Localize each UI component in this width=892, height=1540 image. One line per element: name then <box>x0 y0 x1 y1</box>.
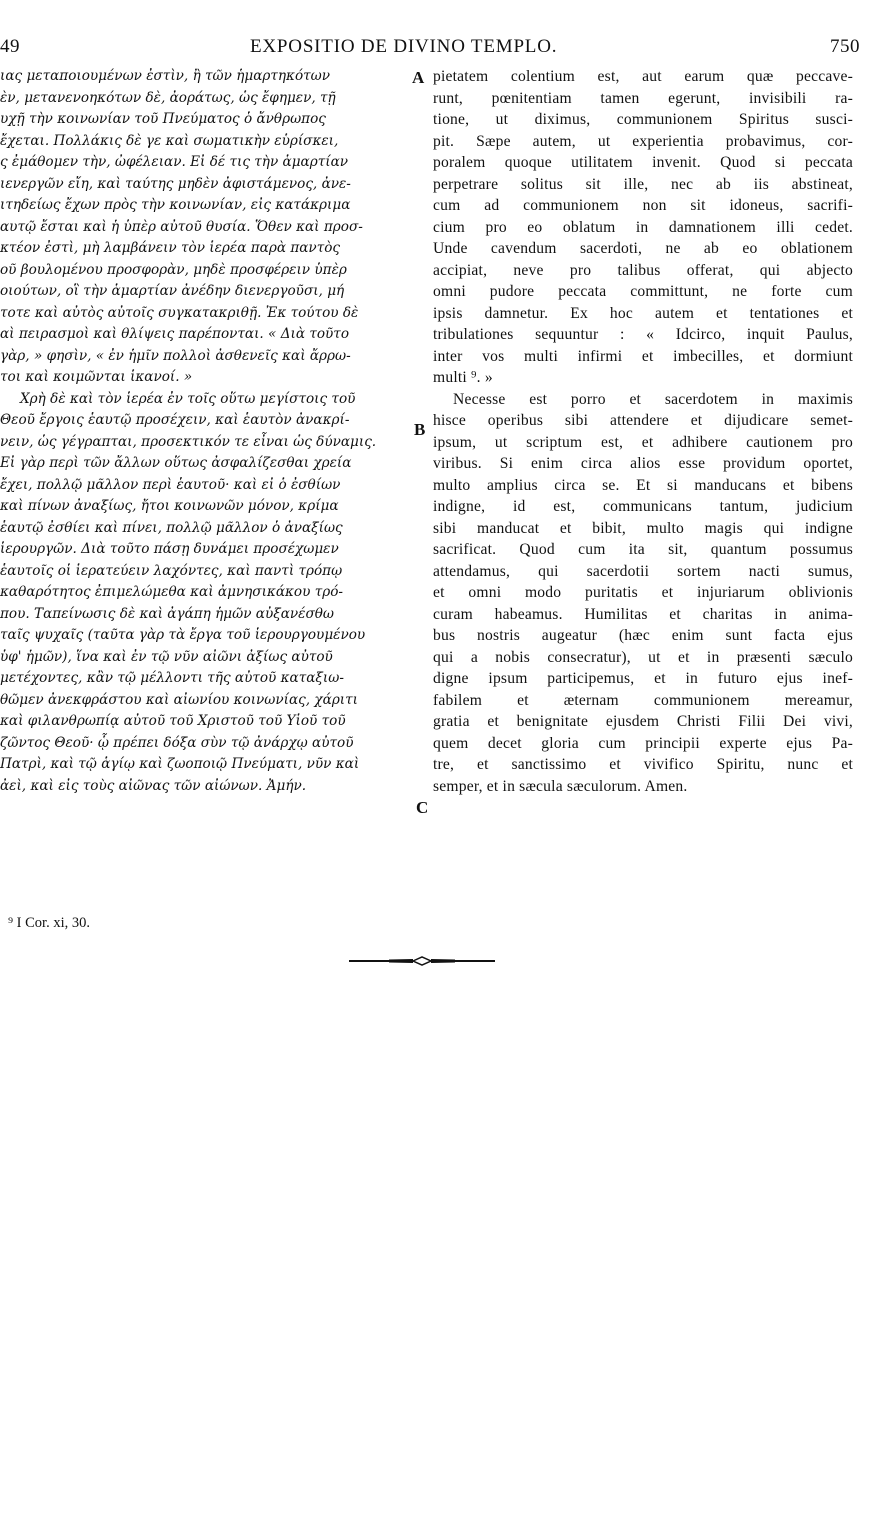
text-line: υχῇ τὴν κοινωνίαν τοῦ Πνεύματος ὁ ἄνθρωπος <box>0 111 326 127</box>
text-line: αυτῷ ἔσται καὶ ἡ ὑπὲρ αὐτοῦ θυσία. Ὅθεν καὶ προσ- <box>0 218 363 235</box>
text-line: καὶ φιλανθρωπίᾳ αὐτοῦ τοῦ Χριστοῦ τοῦ Υἱοῦ τοῦ <box>0 713 346 729</box>
text-line: tribulationes sequuntur : « Idcirco, inquit Paulus, <box>433 326 853 343</box>
margin-marker-b: B <box>414 420 426 439</box>
latin-text-column <box>433 66 853 797</box>
text-line: multi ⁹. » <box>433 369 493 386</box>
text-line: poralem quoque utilitatem invenit. Quod si peccata <box>433 154 853 171</box>
text-line: inter vos multi infirmi et imbecilles, et dormiunt <box>433 347 853 365</box>
text-line: ὲν, μετανενοηκότων δὲ, ἀοράτως, ὡς ἔφημεν, τῇ <box>0 89 336 106</box>
ornament-rule <box>349 956 495 966</box>
text-line: cum ad communionem non sit idoneus, sacrifi- <box>433 197 853 214</box>
text-line: ιτηδείως ἔχων πρὸς τὴν κοινωνίαν, εἰς κατάκριμα <box>0 197 351 213</box>
text-line: cium pro eo oblatum in damnationem illi cedet. <box>433 218 853 236</box>
text-line: ἔχεται. Πολλάκις δὲ γε καὶ σωματικὴν εὑρίσκει, <box>0 132 339 149</box>
text-line: Necesse est porro et sacerdotem in maximis <box>453 390 853 408</box>
text-line: ιας μεταποιουμένων ἐστὶν, ἢ τῶν ἡμαρτηκότων <box>0 68 331 84</box>
text-line: Εἰ γὰρ περὶ τῶν ἄλλων οὕτως ἀσφαλίζεσθαι χρεία <box>0 455 352 471</box>
text-line: bus nostris augeatur (hæc enim sunt facta ejus <box>433 627 853 644</box>
text-line: runt, pœnitentiam tamen egerunt, invisibili ra- <box>433 89 853 107</box>
margin-marker-c: C <box>416 798 429 817</box>
text-line: θῶμεν ἀνεκφράστου καὶ αἰωνίου κοινωνίας, χάριτι <box>0 691 358 708</box>
text-line: gratia et benignitate ejusdem Christi Filii Dei vivi, <box>433 713 853 730</box>
text-line: Unde cavendum sacerdoti, ne ab eo oblationem <box>433 240 853 257</box>
text-line: viribus. Si enim circa alios esse providum oportet, <box>433 455 853 472</box>
text-line: ipsis damnetur. Ex hoc autem et tentationes et <box>433 304 853 322</box>
text-line: καθαρότητος ἐπιμελώμεθα καὶ ἀμνησικάκου τρό- <box>0 584 343 600</box>
text-line: νειν, ὡς γέγραπται, προσεκτικόν τε εἶναι ὡς δύναμις. <box>0 433 377 450</box>
text-line: qui a nobis consecratur), ut et in præsenti sæculo <box>433 648 853 666</box>
text-line: κτέον ἐστὶ, μὴ λαμβάνειν τὸν ἱερέα παρὰ παντὸς <box>0 240 341 256</box>
text-line: perpetrare solitus sit ille, nec ab iis abstineat, <box>433 175 853 193</box>
running-header <box>0 30 892 60</box>
text-line: curam habeamus. Humilitas et charitas in anima- <box>433 605 853 623</box>
text-line: sibi manducat et bibit, multo magis qui indigne <box>433 519 853 537</box>
greek-text-column <box>0 66 408 797</box>
page-number-right: 750 <box>830 36 860 57</box>
text-line: μετέχοντες, κἂν τῷ μέλλοντι τῆς αὐτοῦ καταξιω- <box>0 670 344 686</box>
text-line: οιούτων, οἳ τὴν ἁμαρτίαν ἀνέδην διενεργοῦσι, μή <box>0 283 345 299</box>
text-line: fabilem et æternam communionem mereamur, <box>433 691 853 709</box>
text-line: ἑαυτοῖς οἱ ἱερατεύειν λαχόντες, καὶ παντὶ τρόπῳ <box>0 562 343 579</box>
margin-marker-a: A <box>412 68 425 87</box>
text-line: τοι καὶ κοιμῶνται ἱκανοί. » <box>0 369 193 385</box>
text-line: γὰρ, » φησὶν, « ἐν ἡμῖν πολλοὶ ἀσθενεῖς καὶ ἄρρω- <box>0 347 351 364</box>
text-line: omni pudore peccata committunt, ne forte cum <box>433 283 853 300</box>
text-line: sacrificat. Quod cum ita sit, quantum possumus <box>433 541 853 558</box>
text-line: ς ἐμάθομεν τὴν, ὠφέλειαν. Εἰ δέ τις τὴν ἁμαρτίαν <box>0 154 349 170</box>
text-line: ἔχει, πολλῷ μᾶλλον περὶ ἑαυτοῦ· καὶ εἰ ὁ ἐσθίων <box>0 476 341 493</box>
text-line: et omni modo puritatis et injuriarum oblivionis <box>433 584 853 601</box>
text-line: Πατρὶ, καὶ τῷ ἁγίῳ καὶ ζωοποιῷ Πνεύματι, νῦν καὶ <box>0 756 360 772</box>
text-line: ιενεργῶν εἴη, καὶ ταύτης μηδὲν ἀφιστάμενος, ἀνε- <box>0 175 351 192</box>
footnote: ⁹ I Cor. xi, 30. <box>8 915 90 931</box>
text-line: ἑαυτῷ ἐσθίει καὶ πίνει, πολλῷ μᾶλλον ὁ ἀναξίως <box>0 519 343 536</box>
text-line: ἱερουργῶν. Διὰ τοῦτο πάσῃ δυνάμει προσέχωμεν <box>0 541 339 557</box>
text-line: quem decet gloria cum principii experte ejus Pa- <box>433 734 853 752</box>
text-line: αὶ πειρασμοὶ καὶ θλίψεις παρέπονται. « Διὰ τοῦτο <box>0 326 350 342</box>
text-line: Θεοῦ ἔργοις ἑαυτῷ προσέχειν, καὶ ἑαυτὸν ἀνακρί- <box>0 412 350 428</box>
text-line: tione, ut diximus, communionem Spiritus susci- <box>433 111 853 128</box>
text-line: που. Ταπείνωσις δὲ καὶ ἀγάπη ἡμῶν αὐξανέσθω <box>0 605 335 622</box>
text-line: τοτε καὶ αὐτὸς αὐτοῖς συγκατακριθῇ. Ἐκ τούτου δὲ <box>0 304 359 321</box>
text-line: pit. Sæpe autem, ut experientia probavimus, cor- <box>433 132 853 150</box>
text-line: multo amplius circa se. Et si manducans et bibens <box>433 476 853 494</box>
page-title: EXPOSITIO DE DIVINO TEMPLO. <box>250 36 558 57</box>
text-line: ipsum, ut scriptum est, et adhibere cautionem pro <box>433 433 853 451</box>
text-line: καὶ πίνων ἀναξίως, ἤτοι κοινωνῶν μόνον, κρίμα <box>0 498 339 514</box>
text-line: tre, et sanctissimo et vivifico Spiritu, nunc et <box>433 756 853 773</box>
text-line: digne ipsum participemus, et in futuro ejus inef- <box>433 670 853 687</box>
text-line: ἀεὶ, καὶ εἰς τοὺς αἰῶνας τῶν αἰώνων. Ἀμήν. <box>0 777 307 794</box>
text-line: οῦ βουλομένου προσφορὰν, μηδὲ προσφέρειν ὑπὲρ <box>0 261 347 278</box>
text-line: indigne, id est, communicans tantum, judicium <box>433 498 853 515</box>
page-number-left: 49 <box>0 36 20 57</box>
text-line: pietatem colentium est, aut earum quæ peccave- <box>433 68 853 85</box>
text-line: hisce operibus sibi attendere et dijudicare semet- <box>433 412 853 429</box>
text-line: attendamus, qui sacerdotii sortem nacti sumus, <box>433 562 853 580</box>
text-line: Χρὴ δὲ καὶ τὸν ἱερέα ἐν τοῖς οὕτω μεγίστοις τοῦ <box>20 390 356 407</box>
text-line: semper, et in sæcula sæculorum. Amen. <box>433 777 688 795</box>
text-line: ζῶντος Θεοῦ· ᾧ πρέπει δόξα σὺν τῷ ἀνάρχῳ αὐτοῦ <box>0 734 354 751</box>
text-line: ταῖς ψυχαῖς (ταῦτα γὰρ τὰ ἔργα τοῦ ἱερουργουμένου <box>0 627 366 643</box>
text-line: ὑφ' ἡμῶν), ἵνα καὶ ἐν τῷ νῦν αἰῶνι ἀξίως αὐτοῦ <box>0 648 333 665</box>
text-line: accipiat, neve pro talibus offerat, qui abjecto <box>433 261 853 279</box>
